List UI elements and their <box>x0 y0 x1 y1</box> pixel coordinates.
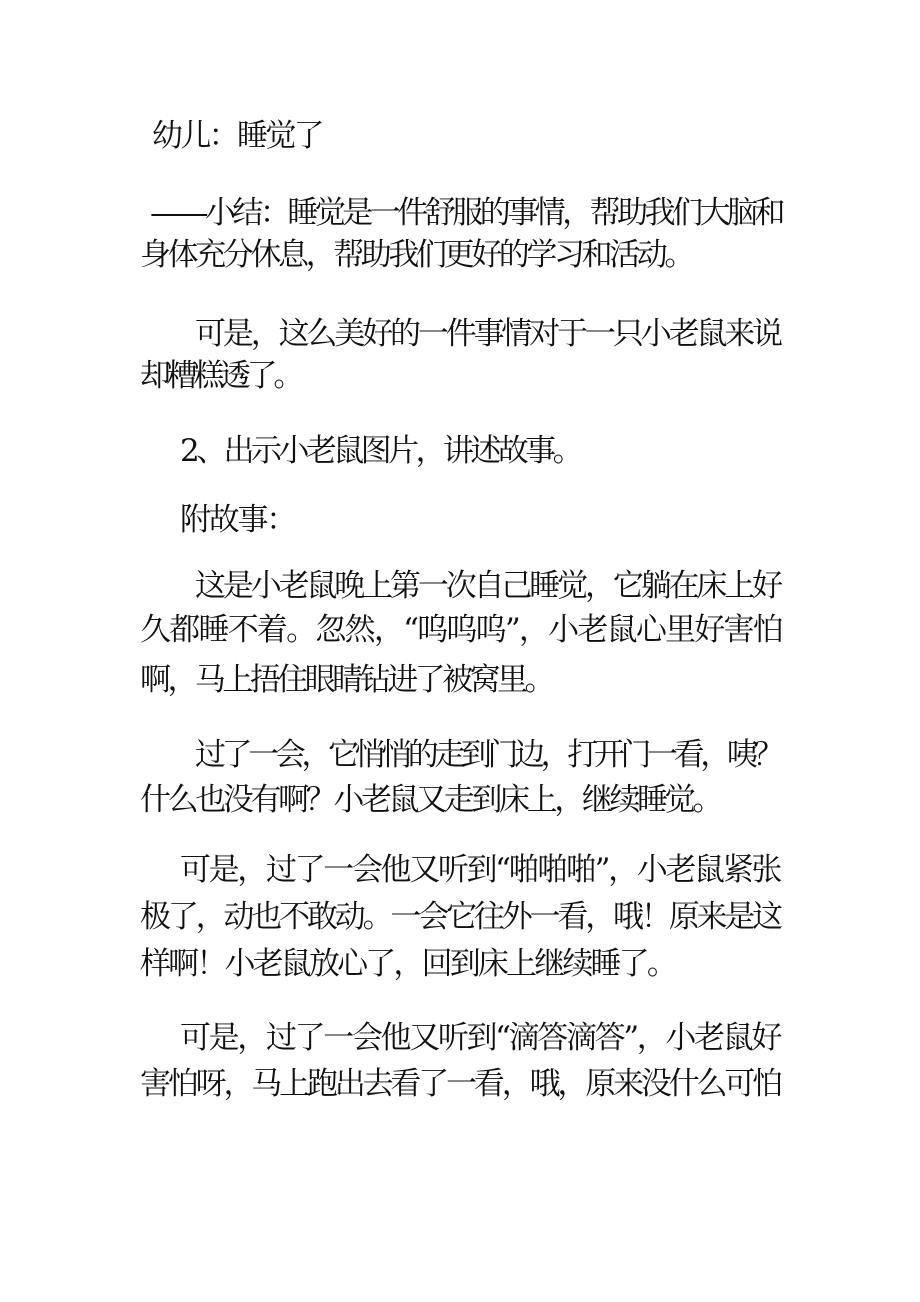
text-line: 可是，过了一会他又听到“啪啪啪”，小老鼠紧张 <box>180 852 780 888</box>
text-line: 幼儿：睡觉了 <box>152 118 322 154</box>
text-line: 极了，动也不敢动。一会它往外一看，哦！原来是这 <box>140 899 780 935</box>
text-line: 身体充分休息，帮助我们更好的学习和活动。 <box>140 237 692 273</box>
text-line: 样啊！小老鼠放心了，回到床上继续睡了。 <box>140 946 675 982</box>
text-line: 可是，这么美好的一件事情对于一只小老鼠来说 <box>195 316 780 352</box>
text-line: 什么也没有啊？小老鼠又走到床上，继续睡觉。 <box>140 782 720 818</box>
text-line: 这是小老鼠晚上第一次自己睡觉，它躺在床上好 <box>195 568 780 604</box>
text-line: 附故事： <box>180 502 295 538</box>
text-line: ——小结：睡觉是一件舒服的事情，帮助我们大脑和 <box>150 195 782 231</box>
text-line: 过了一会，它悄悄的走到门边，打开门一看，咦？ <box>195 737 780 773</box>
text-line: 2、出示小老鼠图片，讲述故事。 <box>180 433 580 469</box>
text-line: 啊，马上捂住眼睛钻进了被窝里。 <box>140 662 552 698</box>
text-line: 害怕呀，马上跑出去看了一看，哦，原来没什么可怕 <box>140 1066 780 1102</box>
text-line: 久都睡不着。忽然，“呜呜呜”，小老鼠心里好害怕 <box>140 612 782 648</box>
text-line: 可是，过了一会他又听到“滴答滴答”，小老鼠好 <box>180 1020 780 1056</box>
text-line: 却糟糕透了。 <box>140 358 300 394</box>
